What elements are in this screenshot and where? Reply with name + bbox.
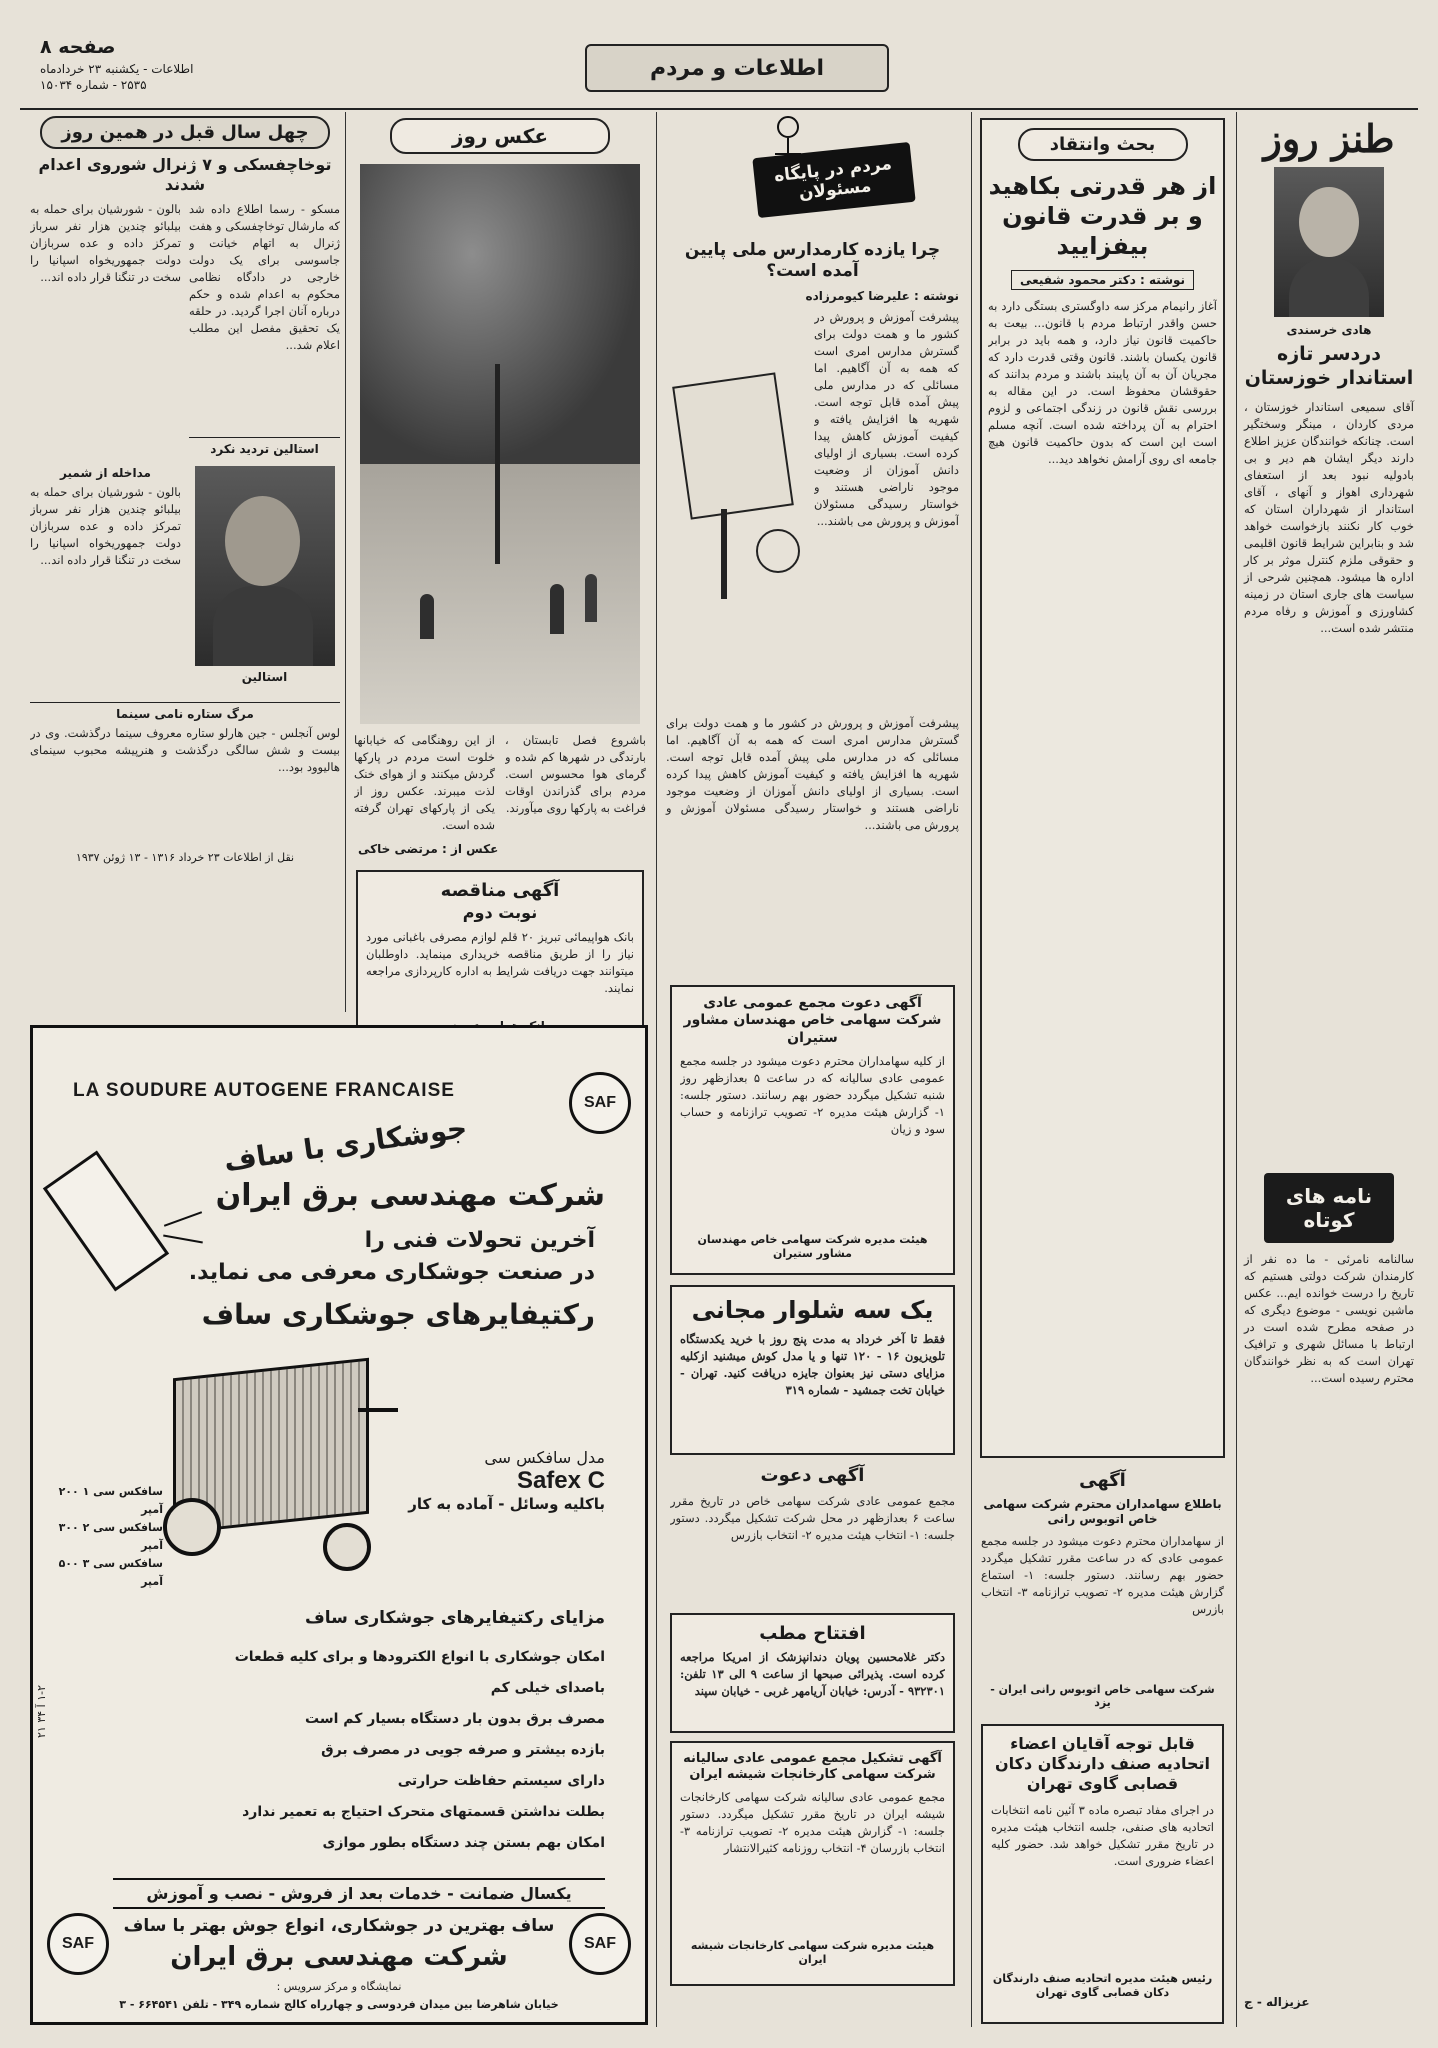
column-people	[660, 112, 965, 2027]
people-body: پیشرفت آموزش و پرورش در کشور ما و همت دولت برای گسترش مدارس امری است که همه به آن آگاهیم. اما مسائلی که در مدارس ملی پیش آمده قابل توجه است. شهریه ها افزایش یافته و کیفیت آموزش کاهش پیدا کرده است. بسیاری از اولیای دانش آموزان از وضعیت موجود ناراضی هستند و خواستار رسیدگی مسئولان آموزش و پرورش می باشند...	[814, 309, 959, 528]
ad-feature-item: بطلت نداشتن قسمتهای متحرک احتیاج به تعمیر ندارد	[242, 1804, 605, 1820]
notice-sign: شرکت سهامی خاص اتوبوس رانی ایران - یزد	[990, 1682, 1215, 1710]
tender-title: آگهی مناقصه	[440, 880, 560, 901]
ad-features	[85, 1642, 605, 1859]
notice-block	[975, 1470, 1230, 1710]
people-author: نوشته : علیرضا کیومرزاده	[805, 288, 959, 303]
ad-spec-3: سافکس سی ۳ ۵۰۰ آمپر	[58, 1557, 163, 1588]
photo-day-text-row	[350, 732, 650, 842]
debate-headline: از هر قدرتی بکاهید و بر قدرت قانون بیفزایید	[988, 172, 1217, 260]
ad-feature-item: باصدای خیلی کم	[490, 1680, 605, 1696]
photo-day-title: عکس روز	[390, 118, 610, 154]
opening-title: افتتاح مطب	[759, 1622, 866, 1644]
invite-body: مجمع عمومی عادی شرکت سهامی خاص در تاریخ مقرر ساعت ۶ بعدازظهر در محل شرکت تشکیل میگردد. دستور جلسه: ۱- انتخاب هیئت مدیره ۲- انتخاب بازرس	[670, 1494, 955, 1542]
ad-features-title: مزایای رکتیفایرهای جوشکاری ساف	[304, 1608, 605, 1628]
stalin-caption: استالین	[241, 670, 288, 684]
date-line: اطلاعات - یکشنبه ۲۳ خردادماه	[40, 62, 194, 76]
author-photo	[1274, 167, 1384, 317]
cartoon-illustration	[666, 359, 806, 609]
union-body: در اجرای مفاد تبصره ماده ۳ آئین نامه انتخابات اتحادیه های صنفی، جلسه انتخاب هیئت مدیره در تاریخ مقرر تشکیل خواهد شد. حضور کلیه اعضاء ضروری است.	[991, 1803, 1214, 1868]
tender-body: بانک هواپیمائی تبریز ۲۰ قلم لوازم مصرفی باغبانی مورد نیاز را از طریق مناقصه خریداری مینماید. داوطلبان میتوانند جهت دریافت شرایط به اداره کارپردازی مراجعه نمایند.	[366, 929, 634, 995]
debate-author	[988, 269, 1217, 290]
ad-bottom-company: شرکت مهندسی برق ایران	[170, 1942, 508, 1972]
invite-title: آگهی دعوت	[760, 1464, 865, 1486]
letters-sign: عزیزاله - ج	[1244, 1994, 1310, 2009]
ad-feature-item: بازده بیشتر و صرفه جویی در مصرف برق	[321, 1742, 605, 1758]
ad-guarantee: یکسال ضمانت - خدمات بعد از فروش - نصب و آموزش	[113, 1878, 605, 1909]
column-debate	[975, 112, 1230, 2027]
column-photo-day	[350, 112, 650, 1012]
opening-body: دکتر غلامحسین پویان دندانپزشک از امریکا مراجعه کرده است. پذیرائی صبحها از ساعت ۹ الی ۱۳ تلفن: ۹۳۲۳۰۱ - آدرس: خیابان آریامهر غربی - خیابان سپند	[680, 1650, 945, 1698]
forty-years-left	[30, 201, 181, 462]
section-title: اطلاعات و مردم	[649, 55, 825, 81]
photo-day-caption: عکس از : مرتضی خاکی	[358, 842, 499, 856]
col-divider-1	[1236, 112, 1237, 2027]
people-body-cont-text: پیشرفت آموزش و پرورش در کشور ما و همت دولت برای گسترش مدارس امری است که همه به آن آگاهیم. اما مسائلی که در مدارس ملی پیش آمده قابل توجه است. شهریه ها افزایش یافته و کیفیت آموزش کاهش پیدا کرده است. بسیاری از اولیای دانش آموزان از وضعیت موجود ناراضی هستند و خواستار رسیدگی مسئولان آموزش و پرورش می باشند...	[666, 715, 959, 832]
ad-product-line: رکتیفایرهای جوشکاری ساف	[201, 1298, 595, 1331]
ad-feature-item: دارای سیستم حفاظت حرارتی	[397, 1773, 605, 1789]
ad-side-code: ۱-۲ آ ۳۴ ۲۱	[35, 1684, 48, 1738]
trousers-body: فقط تا آخر خرداد به مدت پنج روز با خرید یکدستگاه تلویزیون ۱۶ - ۱۲۰ تنها و یا مدل کوش میشنید ازکلیه مزایای دستی نیز بعنوان جایزه دریافت کنید. تهران - خیابان تخت جمشید - شماره ۳۱۹	[680, 1331, 945, 1397]
invite-block	[670, 1465, 955, 1605]
header-meta	[40, 36, 280, 92]
ad-tagline-2: در صنعت جوشکاری معرفی می نماید.	[188, 1260, 595, 1285]
debate-section-title: بحث وانتقاد	[1018, 128, 1188, 161]
ad-slogan: جوشکاری با ساف	[221, 1111, 470, 1178]
agm-title: آگهی دعوت مجمع عمومی عادی شرکت سهامی خاص مهندسان مشاور ستیران	[683, 994, 942, 1046]
debate-author-text: نوشته : دکتر محمود شفیعی	[1011, 270, 1194, 290]
shamir-subhead: مداخله از شمیر	[60, 466, 151, 480]
ad-tagline-1: آخرین تحولات فنی را	[364, 1228, 595, 1253]
forty-years-footer: نقل از اطلاعات ۲۳ خرداد ۱۳۱۶ - ۱۳ ژوئن ۱۹۳۷	[75, 851, 295, 864]
ad-company: شرکت مهندسی برق ایران	[215, 1178, 605, 1213]
forty-years-left-text: بالون - شورشیان برای حمله به بیلبائو چندین هزار نفر سرباز تمرکز داده و عده سربازان دولت جمهوریخواه اسپانیا را سخت در تنگنا قرار داده اند...	[30, 202, 181, 284]
notice-subtitle: باطلاع سهامداران محترم شرکت سهامی خاص اتوبوس رانی	[983, 1496, 1222, 1526]
people-title-box	[713, 116, 913, 236]
agm-notice	[670, 985, 955, 1275]
photo-day-image	[360, 164, 640, 724]
forty-years-title: چهل سال قبل در همین روز	[40, 116, 330, 149]
forty-years-right	[189, 201, 340, 462]
issue-line: ۲۵۳۵ - شماره ۱۵۰۳۴	[40, 78, 147, 92]
ad-headline-fr: LA SOUDURE AUTOGENE FRANCAISE	[73, 1080, 455, 1101]
saf-logo-top: SAF	[569, 1072, 631, 1134]
letters-title-box	[1264, 1173, 1394, 1243]
agm-sign: هیئت مدیره شرکت سهامی خاص مهندسان مشاور ستیران	[697, 1233, 928, 1260]
letters-body: سالنامه نامرئی - ما ده نفر از کارمندان شرکت دولتی هستیم که تاریخ را درست خوانده ایم... عکس ماشین نویسی - موضوع دیگری که در صفحه مطرح شده است در ارتباط با مسائل شهری و ترافیک تهران است که به نظر خوانندگان محترم رسیده است...	[1244, 1251, 1414, 1385]
col-divider-4	[345, 112, 346, 1012]
forty-years-headline: توخاچفسکی و ۷ ژنرال شوروی اعدام شدند	[38, 155, 332, 194]
ad-specs	[43, 1483, 163, 1591]
forty-years-row-2	[30, 466, 340, 694]
saf-logo-bottom-right: SAF	[569, 1913, 631, 1975]
ad-feature-item: امکان بهم بستن چند دستگاه بطور موازی	[322, 1835, 605, 1851]
ad-address: خیابان شاهرضا بین میدان فردوسی و چهارراه کالج شماره ۳۴۹ - تلفن ۶۶۴۵۴۱ - ۳	[119, 1998, 559, 2011]
shamir-body: بالون - شورشیان برای حمله به بیلبائو چندین هزار نفر سرباز تمرکز داده و عده سربازان دولت جمهوریخواه اسپانیا را سخت در تنگنا قرار داده اند...	[30, 485, 181, 567]
stalin-subhead: استالین ترديد نكرد	[189, 437, 340, 456]
letters-title: نامه های کوتاه	[1285, 1183, 1373, 1232]
notice-title: آگهی	[1079, 1470, 1126, 1491]
column-tanz-rooz	[1240, 112, 1418, 2027]
agm-body: از کلیه سهامداران محترم دعوت میشود در جلسه مجمع عمومی عادی سالیانه که در ساعت ۵ بعدازظهر روز شنبه تشکیل میگردد حضور بهم رسانند. دستور جلسه: ۱- گزارش هیئت مدیره ۲- تصویب ترازنامه و حساب سود و زیان	[680, 1054, 945, 1136]
notice-body: از سهامداران محترم دعوت میشود در جلسه مجمع عمومی عادی که در ساعت مقرر تشکیل میگردد حضور بهم رسانند. دستور جلسه: ۱- استماع گزارش هیئت مدیره ۲- تصویب ترازنامه ۳- انتخاب بازرس	[981, 1533, 1224, 1616]
col1-body: آقای سمیعی استاندار خوزستان ، مردی کاردان ، مینگر وسختگیر است. چنانکه خوانندگان عزیز اطلاع دارند دیگر ایشان هم دیر و بی بادولیه نبود بعد از استعفای شهرداری اهواز و آنهای ، آقای استاندار از شهرداران استان که خوب کار نکنند بازخواست خواهد شد و بنابراین شرایط قانون اقلیمی و حقوقی ملزم کنترل موثر بر کار اداره ها میشود. همچنین شرحی از سیاست های جاری استان در زمینه کشاورزی و آموزش و رفاه مردم منتشر شده است...	[1244, 399, 1414, 635]
ad-feature-item: مصرف برق بدون بار دستگاه بسیار کم است	[305, 1711, 605, 1727]
col1-headline: دردسر تازه استاندار خوزستان	[1244, 343, 1414, 389]
photo-day-body-left: از این روهنگامی که خیابانها خلوت است مردم در پارکها گردش میکنند و از هوای خنک لذت میبرند. عکس روز از یکی از پارکهای تهران گرفته شده است.	[354, 733, 495, 832]
debate-body: آغاز رانیمام مرکز سه داوگستری بستگی دارد به حسن واقدر ارتباط مردم با قانون... بیعت به حاکمیت قانون نیاز دارد، و همه باید در برابر قانون یکسان باشند. قانون وقتی قدرت دارد که مجریان آن به آن پایبند باشند و مردم بدانند که حقوقشان محفوظ است. در این مقاله به بررسی نقش قانون در زندگی اجتماعی و لزوم احترام به آن پرداخته شده است. آنچه مسلم است این است که بدون حاکمیت قانون هیچ جامعه ای روی آرامش نخواهد دید...	[988, 299, 1217, 466]
people-body-continued	[660, 715, 965, 975]
glass-title: آگهی تشکیل مجمع عمومی عادی سالیانه شرکت سهامی کارخانجات شیشه ایران	[683, 1750, 942, 1782]
forty-years-body: مسکو - رسما اطلاع داده شد که مارشال توخاچفسکی و هفت ژنرال به اتهام خیانت و جاسوسی برای یک دولت خارجی در دادگاه نظامی محکوم به اعدام شده و حکم درباره آنان اجرا گردید. در حلقه یک تحقیق مفصل این مطلب اعلام شد...	[189, 202, 340, 352]
people-body-row	[660, 303, 965, 715]
cinema-body: لوس آنجلس - جین هارلو ستاره معروف سینما درگذشت. وی در بیست و شش سالگی درگذشت و هنرپیشه محبوب سینمای هالیوود بود...	[30, 726, 340, 774]
debate-frame	[980, 118, 1225, 1458]
ad-spec-2: سافکس سی ۲ ۳۰۰ آمپر	[58, 1521, 163, 1552]
ad-model-note: باکلیه وسائل - آماده به کار	[408, 1495, 605, 1513]
forty-years-body-left	[30, 201, 181, 459]
ad-model-name: Safex C	[516, 1467, 605, 1494]
saf-logo-bottom-left: SAF	[47, 1913, 109, 1975]
ad-model-title: مدل سافکس سی	[484, 1448, 605, 1467]
union-sign: رئیس هیئت مدیره اتحادیه صنف دارندگان دکان قصابی گاوی تهران	[992, 1972, 1213, 1999]
welding-torch-illustration	[53, 1148, 213, 1298]
tender-subtitle: نوبت دوم	[462, 902, 538, 922]
trousers-ad	[670, 1285, 955, 1455]
ad-bottom-line: ساف بهترین در جوشکاری، انواع جوش بهتر با ساف	[123, 1916, 555, 1936]
welding-machine-illustration	[153, 1348, 393, 1578]
union-notice	[981, 1724, 1224, 2024]
saf-advertisement	[30, 1025, 648, 2025]
ad-spec-1: سافکس سی ۱ ۲۰۰ آمپر	[58, 1485, 163, 1516]
ad-feature-item: امکان جوشکاری با انواع الکترودها و برای کلیه قطعات	[234, 1649, 605, 1665]
people-title: مردم در پایگاه مسئولان	[752, 142, 915, 218]
column-logo: طنز روز	[1263, 116, 1395, 161]
stalin-photo	[195, 466, 335, 666]
glass-notice	[670, 1741, 955, 1986]
ad-showroom: نمایشگاه و مرکز سرویس :	[276, 1980, 402, 1993]
opening-ad	[670, 1613, 955, 1733]
photo-day-body-right: باشروع فصل تابستان ، بارندگی در شهرها کم شده و گرمای هوا محسوس است. مردم برای گذراندن اوقات فراغت به پارکها روی میآورند.	[505, 733, 646, 815]
author-caption: هادی خرسندی	[1286, 323, 1372, 337]
page-header	[20, 30, 1418, 110]
union-title: قابل توجه آقایان اعضاء اتحادیه صنف دارندگان دکان قصابی گاوی تهران	[994, 1734, 1210, 1793]
cinema-subhead: مرگ ستاره نامی سینما	[30, 702, 340, 721]
header-rule	[20, 108, 1418, 110]
col-divider-3	[656, 112, 657, 2027]
section-title-box	[585, 44, 889, 92]
glass-body: مجمع عمومی عادی سالیانه شرکت سهامی کارخانجات شیشه ایران در تاریخ مقرر تشکیل میگردد. دستور جلسه: ۱- گزارش هیئت مدیره ۲- تصویب ترازنامه ۳- انتخاب بازرسان ۴- انتخاب روزنامه کثیرالانتشار	[680, 1790, 945, 1855]
page-label: صفحه ۸	[40, 36, 116, 58]
trousers-title: یک سه شلوار مجانی	[691, 1295, 934, 1324]
col-divider-2	[971, 112, 972, 2027]
ad-model-block	[385, 1448, 605, 1513]
people-headline: چرا یازده کارمدارس ملی پایین آمده است؟	[684, 240, 941, 282]
column-forty-years	[30, 112, 340, 1012]
glass-sign: هیئت مدیره شرکت سهامی کارخانجات شیشه ایران	[690, 1939, 935, 1966]
forty-years-row	[30, 201, 340, 462]
